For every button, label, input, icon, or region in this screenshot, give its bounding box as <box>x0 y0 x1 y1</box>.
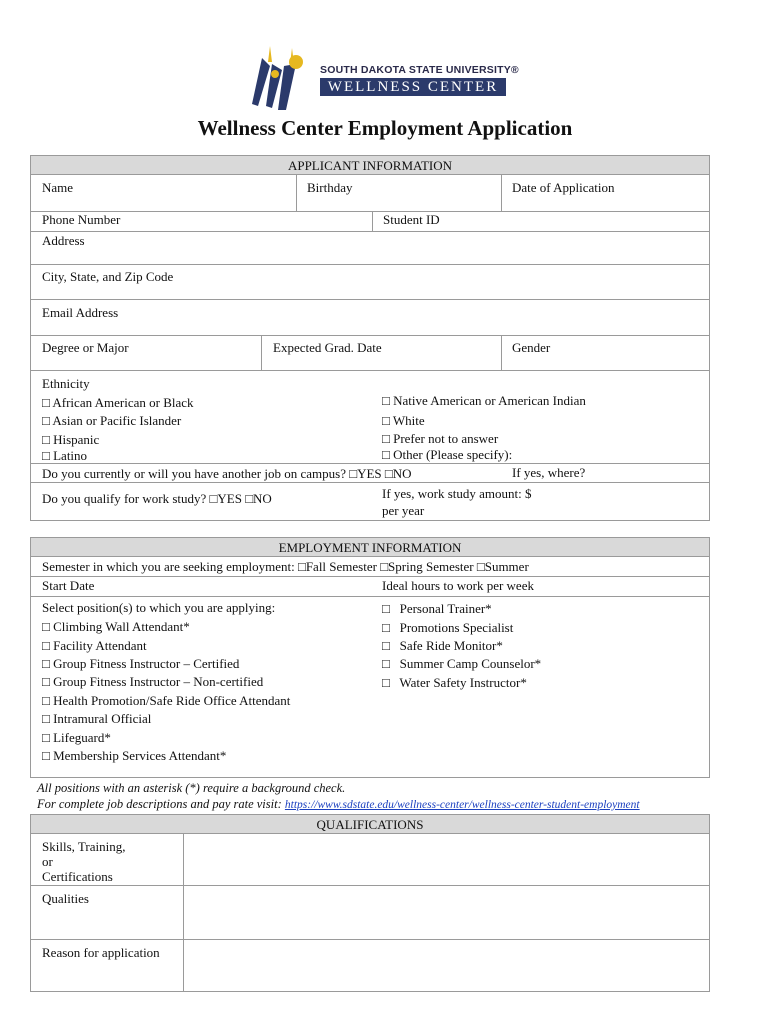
position-option[interactable]: □ Promotions Specialist <box>382 620 514 635</box>
university-name: SOUTH DAKOTA STATE UNIVERSITY® <box>320 64 519 76</box>
ethnicity-option[interactable]: □ Asian or Pacific Islander <box>42 413 182 428</box>
select-positions-label: Select position(s) to which you are applying: <box>42 600 276 615</box>
employment-information-header: EMPLOYMENT INFORMATION <box>31 538 709 557</box>
background-check-note: All positions with an asterisk (*) require a background check. <box>37 781 346 795</box>
ethnicity-option[interactable]: □ Prefer not to answer <box>382 431 499 446</box>
date-of-application-field[interactable]: Date of Application <box>512 180 615 195</box>
student-employment-link[interactable]: https://www.sdstate.edu/wellness-center/wellness-center-student-employment <box>284 799 640 811</box>
position-option[interactable]: □ Safe Ride Monitor* <box>382 638 503 653</box>
job-descriptions-note <box>37 797 640 812</box>
position-option[interactable]: □ Facility Attendant <box>42 638 147 653</box>
position-option[interactable]: □ Membership Services Attendant* <box>42 748 227 763</box>
ethnicity-option[interactable]: □ Hispanic <box>42 432 100 447</box>
wellness-w-logo-icon <box>248 44 322 116</box>
qualities-input-area[interactable] <box>184 886 710 939</box>
qualifications-header: QUALIFICATIONS <box>31 815 709 834</box>
student-id-field[interactable]: Student ID <box>383 212 440 227</box>
position-option[interactable]: □ Water Safety Instructor* <box>382 675 527 690</box>
page-title: Wellness Center Employment Application <box>197 116 573 140</box>
address-field[interactable]: Address <box>42 233 85 248</box>
ethnicity-option[interactable]: □ African American or Black <box>42 395 194 410</box>
position-option[interactable]: □ Group Fitness Instructor – Certified <box>42 656 240 671</box>
city-state-zip-field[interactable]: City, State, and Zip Code <box>42 269 174 284</box>
position-option[interactable]: □ Summer Camp Counselor* <box>382 656 542 671</box>
position-option[interactable]: □ Group Fitness Instructor – Non-certified <box>42 674 264 689</box>
birthday-field[interactable]: Birthday <box>307 180 353 195</box>
reason-input-area[interactable] <box>184 940 710 992</box>
job-descriptions-text: For complete job descriptions and pay rate visit: <box>37 797 285 811</box>
ethnicity-option[interactable]: □ White <box>382 413 425 428</box>
skills-label: Certifications <box>42 869 113 884</box>
name-field[interactable]: Name <box>42 180 74 195</box>
ethnicity-option[interactable]: □ Other (Please specify): <box>382 447 513 462</box>
position-option[interactable]: □ Intramural Official <box>42 711 152 726</box>
ideal-hours-field[interactable]: Ideal hours to work per week <box>382 578 534 593</box>
position-option[interactable]: □ Climbing Wall Attendant* <box>42 619 190 634</box>
work-study-amount-field[interactable]: If yes, work study amount: $ <box>382 486 532 501</box>
applicant-information-header: APPLICANT INFORMATION <box>31 156 709 175</box>
start-date-field[interactable]: Start Date <box>42 578 95 593</box>
wellness-center-logo <box>248 44 518 116</box>
position-option[interactable]: □ Personal Trainer* <box>382 601 492 616</box>
wellness-center-banner: WELLNESS CENTER <box>320 78 506 96</box>
skills-input-area[interactable] <box>184 834 710 885</box>
skills-label: Skills, Training, <box>42 839 126 854</box>
position-option[interactable]: □ Health Promotion/Safe Ride Office Attendant <box>42 693 291 708</box>
qualifications-section <box>30 814 710 992</box>
degree-major-field[interactable]: Degree or Major <box>42 340 129 355</box>
ethnicity-option[interactable]: □ Native American or American Indian <box>382 393 586 408</box>
applicant-information-section <box>30 155 710 521</box>
expected-grad-date-field[interactable]: Expected Grad. Date <box>273 340 382 355</box>
ethnicity-option[interactable]: □ Latino <box>42 448 88 463</box>
gender-field[interactable]: Gender <box>512 340 551 355</box>
other-campus-job-question[interactable]: Do you currently or will you have another job on campus? □YES □NO <box>42 466 412 481</box>
employment-information-section <box>30 537 710 778</box>
skills-label: or <box>42 854 53 869</box>
qualities-label: Qualities <box>42 891 89 906</box>
ethnicity-label: Ethnicity <box>42 376 90 391</box>
if-yes-where-field[interactable]: If yes, where? <box>512 465 586 480</box>
semester-question[interactable]: Semester in which you are seeking employment: □Fall Semester □Spring Semester □Summer <box>42 559 529 574</box>
reason-label: Reason for application <box>42 945 160 960</box>
email-address-field[interactable]: Email Address <box>42 305 119 320</box>
work-study-question[interactable]: Do you qualify for work study? □YES □NO <box>42 491 272 506</box>
phone-number-field[interactable]: Phone Number <box>42 212 121 227</box>
position-option[interactable]: □ Lifeguard* <box>42 730 111 745</box>
work-study-per-year: per year <box>382 503 425 518</box>
